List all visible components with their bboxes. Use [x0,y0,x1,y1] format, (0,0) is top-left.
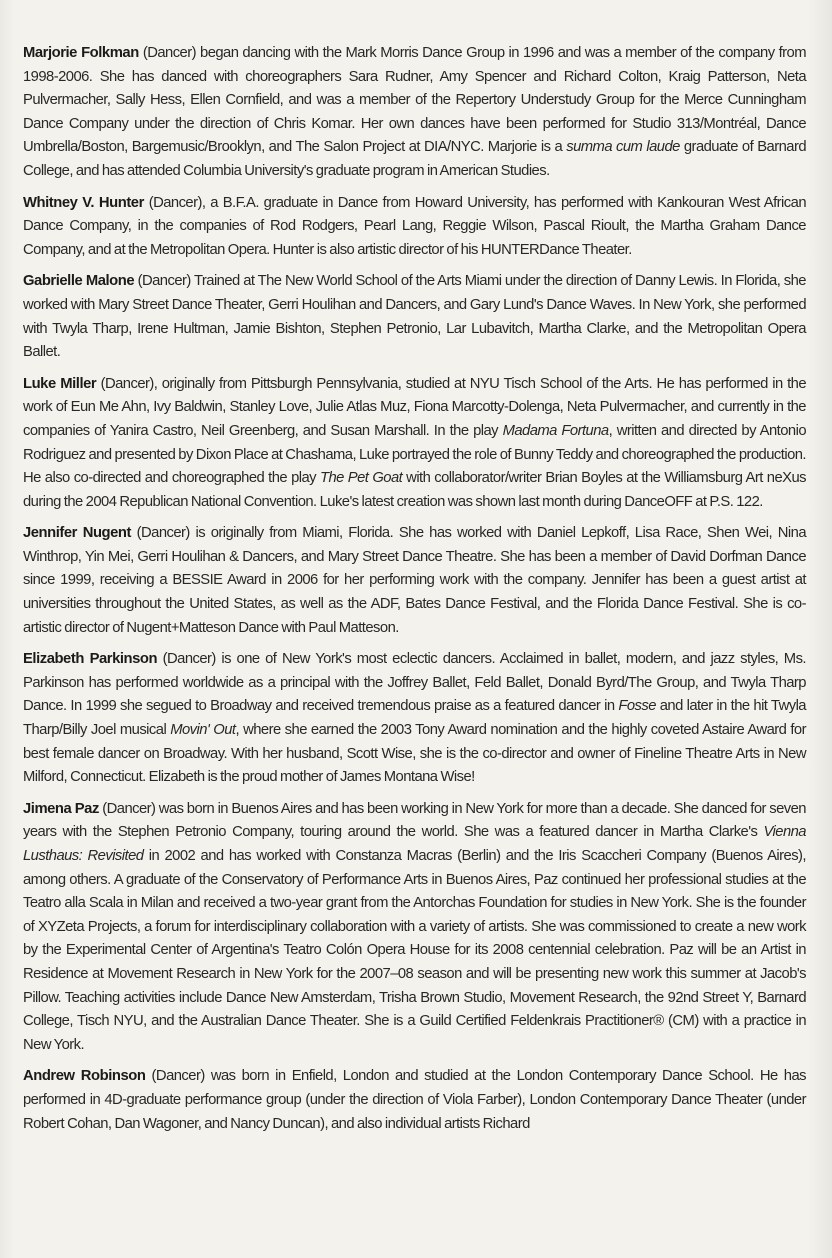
bio-name: Jennifer Nugent [23,525,131,542]
bio-name: Elizabeth Parkinson [23,651,158,668]
bio-text: , written and directed by Antonio Rodriguez and presented by Dixon Place at Chashama, Luke portrayed the role of Bunny Teddy and choreographed the production. He also co-directed and choreographed the play [23,422,806,487]
bio-italic-title: Vienna Lusthaus: Revisited [23,824,806,864]
bio-text: (Dancer), a B.F.A. graduate in Dance from Howard University, has performed with Kankouran West African Dance Company, in the companies of Rod Rodgers, Pearl Lang, Reggie Wilson, Pascal Rioult, the Martha Graham Dance Company, and at the Metropolitan Opera. Hunter is also artistic director of his HUNTERDance Theater. [23,194,806,258]
bio-text: (Dancer) is one of New York's most eclectic dancers. Acclaimed in ballet, modern, and jazz styles, Ms. Parkinson has performed worldwide as a principal with the Joffrey Ballet, Feld Ballet, Donald Byrd/The Group, and Twyla Tharp Dance. In 1999 she segued to Broadway and received tremendous praise as a featured dancer in [23,651,806,715]
bio-italic-title: The Pet Goat [319,470,403,487]
bio-name: Jimena Paz [23,800,99,817]
bio-italic-title: Movin' Out [170,722,236,739]
bio-jennifer-nugent [23,522,806,640]
bio-text: (Dancer) was born in Enfield, London and studied at the London Contemporary Dance School. He has performed in 4D-graduate performance group (under the direction of Viola Farber), London Contemporary Dance Theater (under Robert Cohan, Dan Wagoner, and Nancy Duncan), and also individual artists Richard [23,1068,806,1132]
bios-column [23,42,806,1144]
bio-text: , where she earned the 2003 Tony Award nomination and the highly coveted Astaire Award for best female dancer on Broadway. With her husband, Scott Wise, she is the co-director and owner of Fineline Theatre Arts in New Milford, Connecticut. Elizabeth is the proud mother of James Montana Wise! [23,722,806,786]
bio-name: Andrew Robinson [23,1068,146,1085]
bio-name: Luke Miller [23,375,97,392]
bio-andrew-robinson [23,1065,806,1136]
bio-gabrielle-malone [23,270,806,364]
bio-name: Whitney V. Hunter [23,194,144,211]
bio-text: with collaborator/writer Brian Boyles at the Williamsburg Art neXus during the 2004 Republican National Convention. Luke's latest creation was shown last month during DanceOFF at P.S. 122. [23,470,806,510]
bio-marjorie-folkman [23,42,806,184]
bio-text: (Dancer) was born in Buenos Aires and has been working in New York for more than a decade. She danced for seven years with the Stephen Petronio Company, touring around the world. She was a featured dancer in Martha Clarke's [23,800,806,841]
bio-jimena-paz [23,798,806,1058]
bio-text: (Dancer) is originally from Miami, Florida. She has worked with Daniel Lepkoff, Lisa Race, Shen Wei, Nina Winthrop, Yin Mei, Gerri Houlihan & Dancers, and Mary Street Dance Theatre. She has been a member of David Dorfman Dance since 1999, receiving a BESSIE Award in 2006 for her performing work with the company. Jennifer has been a guest artist at universities throughout the United States, as well as the ADF, Bates Dance Festival, and the Florida Dance Festival. She is co-artistic director of Nugent+Matteson Dance with Paul Matteson. [23,525,807,636]
bio-text: (Dancer) began dancing with the Mark Morris Dance Group in 1996 and was a member of the company from 1998-2006. She has danced with choreographers Sara Rudner, Amy Spencer and Richard Colton, Kraig Patterson, Neta Pulvermacher, Sally Hess, Ellen Cornfield, and was a member of the Repertory Understudy Group for the Merce Cunningham Dance Company under the direction of Chris Komar. Her own dances have been performed for Studio 313/Montréal, Dance Umbrella/Boston, Bargemusic/Brooklyn, and The Salon Project at DIA/NYC. Marjorie is a [23,45,807,156]
bio-whitney-v-hunter [23,192,806,263]
bio-text: (Dancer) Trained at The New World School of the Arts Miami under the direction of Danny Lewis. In Florida, she worked with Mary Street Dance Theater, Gerri Houlihan and Dancers, and Gary Lund's Dance Waves. In New York, she performed with Twyla Tharp, Irene Hultman, Jamie Bishton, Stephen Petronio, Lar Lubavitch, Martha Clarke, and the Metropolitan Opera Ballet. [23,273,806,361]
bio-italic-title: Madama Fortuna [502,422,609,439]
bio-text: (Dancer), originally from Pittsburgh Pennsylvania, studied at NYU Tisch School of the Arts. He has performed in the work of Eun Me Ahn, Ivy Baldwin, Stanley Love, Julie Atlas Muz, Fiona Marcotty-Dolenga, Neta Pulvermacher, and currently in the companies of Yanira Castro, Neil Greenberg, and Susan Marshall. In the play [23,375,806,439]
bio-text: in 2002 and has worked with Constanza Macras (Berlin) and the Iris Scaccheri Company (Buenos Aires), among others. A graduate of the Conservatory of Performance Arts in Buenos Aires, Paz continued her professional studies at the Teatro alla Scala in Milan and received a two-year grant from the Antorchas Foundation for studies in New York. She is the founder of XYZeta Projects, a forum for interdisciplinary collaboration with a variety of artists. She was commissioned to create a new work by the Experimental Center of Argentina's Teatro Colón Opera House for its 2008 centennial celebration. Paz will be an Artist in Residence at Movement Research in New York for the 2007–08 season and will be presenting new work this summer at Jacob's Pillow. Teaching activities include Dance New Amsterdam, Trisha Brown Studio, Movement Research, the 92nd Street Y, Barnard College, Tisch NYU, and the Australian Dance Theater. She is a Guild Certified Feldenkrais Practitioner® (CM) with a practice in New York. [23,848,806,1053]
bio-text: and later in the hit Twyla Tharp/Billy Joel musical [23,698,806,739]
bio-elizabeth-parkinson [23,648,806,790]
bio-italic-phrase: summa cum laude [566,139,680,156]
bio-text: graduate of Barnard College, and has attended Columbia University's graduate program in American Studies. [23,139,807,179]
bio-name: Gabrielle Malone [23,273,135,290]
bio-italic-title: Fosse [618,698,656,715]
bio-luke-miller [23,373,806,515]
bio-name: Marjorie Folkman [23,45,139,61]
